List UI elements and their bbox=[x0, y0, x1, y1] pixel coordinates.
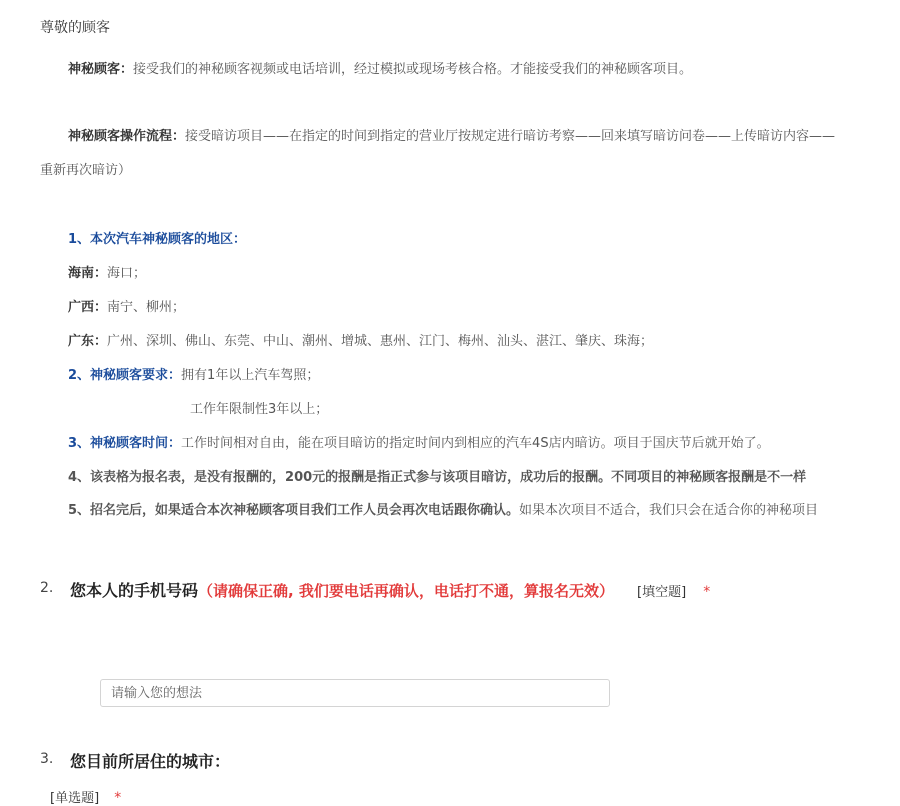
section2-requirement-2: 工作年限制性3年以上； bbox=[190, 402, 329, 417]
required-asterisk: * bbox=[703, 584, 711, 600]
region-label: 海南： bbox=[68, 266, 108, 281]
process-text: 接受暗访项目——在指定的时间到指定的营业厅按规定进行暗访考察——回来填写暗访问卷——上传暗访内容—— bbox=[185, 129, 836, 144]
process-label: 神秘顾客操作流程： bbox=[68, 129, 186, 144]
mystery-customer-text: 接受我们的神秘顾客视频或电话培训，经过模拟或现场考核合格。才能接受我们的神秘顾客项目。 bbox=[133, 62, 693, 77]
section3-heading: 3、神秘顾客时间： bbox=[68, 436, 182, 451]
region-cities: 海口； bbox=[107, 266, 147, 281]
question2-type: [填空题] bbox=[637, 585, 687, 600]
region-cities: 南宁、柳州； bbox=[107, 300, 186, 315]
question2-title-line bbox=[70, 578, 710, 601]
process-text-continued: 重新再次暗访） bbox=[40, 163, 132, 178]
greeting: 尊敬的顾客 bbox=[40, 20, 110, 36]
section5-line bbox=[68, 499, 818, 518]
region-guangxi bbox=[68, 296, 185, 315]
region-label: 广东： bbox=[68, 334, 108, 349]
question3-type-line bbox=[50, 787, 121, 806]
question2-number: 2. bbox=[40, 580, 54, 596]
region-guangdong bbox=[68, 330, 653, 349]
region-hainan bbox=[68, 262, 146, 281]
question3-number: 3. bbox=[40, 751, 54, 767]
section3-text: 工作时间相对自由，能在项目暗访的指定时间内到相应的汽车4S店内暗访。项目于国庆节后就开始了。 bbox=[181, 436, 770, 451]
question3-title: 您目前所居住的城市： bbox=[70, 752, 231, 771]
process-line bbox=[68, 125, 835, 144]
section5-bold-text: 5、招名完后，如果适合本次神秘顾客项目我们工作人员会再次电话跟你确认。 bbox=[68, 503, 520, 518]
required-asterisk: * bbox=[114, 790, 122, 806]
section2-requirement-1: 拥有1年以上汽车驾照； bbox=[181, 368, 320, 383]
region-label: 广西： bbox=[68, 300, 108, 315]
section3-line bbox=[68, 432, 770, 451]
question3-type: [单选题] bbox=[50, 791, 100, 806]
section4-text: 4、该表格为报名表，是没有报酬的，200元的报酬是指正式参与该项目暗访，成功后的报酬。不同项目的神秘顾客报酬是不一样 bbox=[68, 470, 807, 485]
section1-heading: 1、本次汽车神秘顾客的地区： bbox=[68, 232, 247, 247]
section2-line1 bbox=[68, 364, 319, 383]
question2-title: 您本人的手机号码 bbox=[70, 581, 199, 600]
phone-number-input[interactable] bbox=[100, 679, 610, 707]
section5-text: 如果本次项目不适合，我们只会在适合你的神秘项目 bbox=[519, 503, 819, 518]
question2-note: （请确保正确, 我们要电话再确认，电话打不通，算报名无效） bbox=[198, 582, 614, 600]
mystery-customer-line bbox=[68, 58, 692, 77]
section2-heading: 2、神秘顾客要求： bbox=[68, 368, 182, 383]
mystery-customer-label: 神秘顾客： bbox=[68, 62, 134, 77]
region-cities: 广州、深圳、佛山、东莞、中山、潮州、增城、惠州、江门、梅州、汕头、湛江、肇庆、珠海； bbox=[107, 334, 654, 349]
